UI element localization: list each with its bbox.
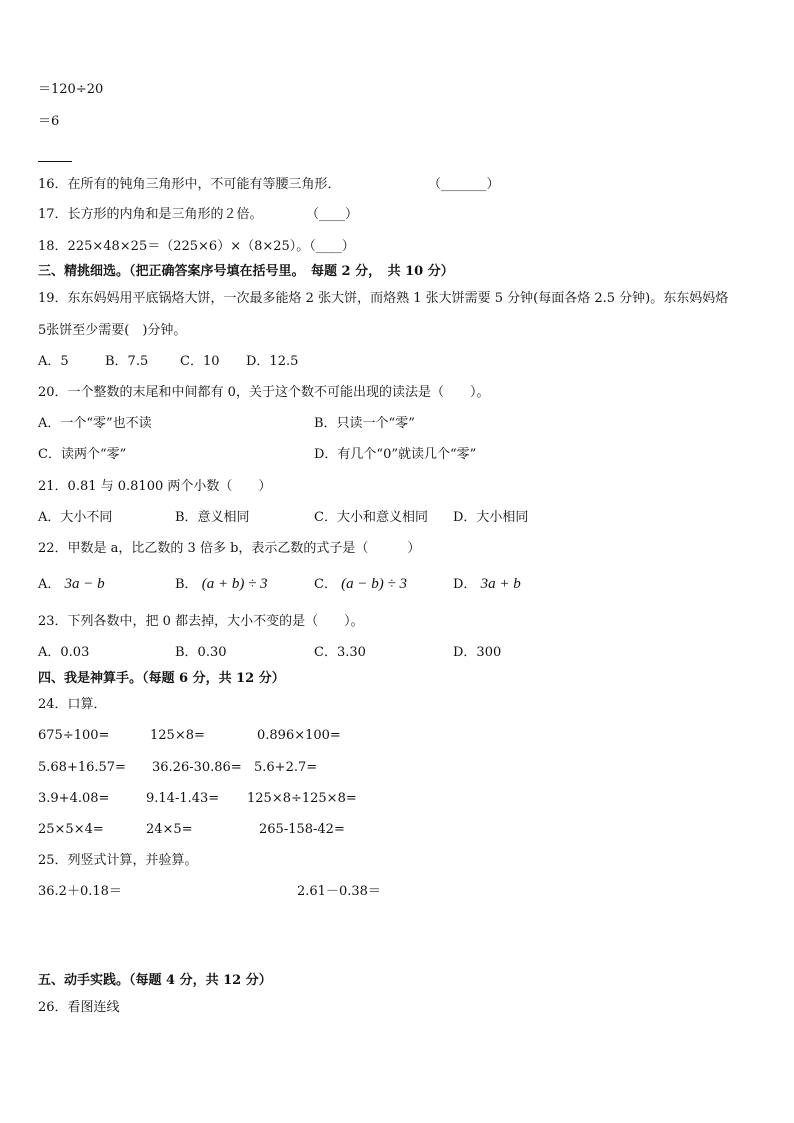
question-19-line-1: 19．东东妈妈用平底锅烙大饼，一次最多能烙 2 张大饼，而烙熟 1 张大饼需要 5 分钟(每面各烙 2.5 分钟)。东东妈妈烙 bbox=[38, 291, 729, 306]
oral-calc-item: 125×8÷125×8= bbox=[247, 791, 357, 806]
section-4-heading: 四、我是神算手。（每题 6 分，共 12 分） bbox=[38, 671, 285, 686]
oral-calc-item: 265-158-42= bbox=[259, 822, 345, 837]
vertical-calc-item: 2.61－0.38＝ bbox=[297, 884, 381, 899]
answer-underline bbox=[38, 161, 72, 162]
question-23: 23．下列各数中，把 0 都去掉，大小不变的是（ ）。 bbox=[38, 614, 364, 629]
question-19-option-a[interactable]: A．5 bbox=[38, 354, 69, 369]
option-expression: 3a − b bbox=[64, 576, 105, 592]
oral-calc-item: 5.68+16.57= bbox=[38, 760, 126, 775]
question-23-option-b[interactable]: B．0.30 bbox=[175, 645, 227, 660]
question-20: 20．一个整数的末尾和中间都有 0，关于这个数不可能出现的读法是（ ）。 bbox=[38, 385, 490, 400]
question-20-option-c[interactable]: C．读两个“零” bbox=[38, 447, 127, 462]
question-22: 22．甲数是 a，比乙数的 3 倍多 b，表示乙数的式子是（ ） bbox=[38, 541, 421, 556]
oral-calc-item: 9.14-1.43= bbox=[146, 791, 220, 806]
oral-calc-item: 36.26-30.86= bbox=[152, 760, 242, 775]
question-17-blank[interactable]: （____） bbox=[306, 207, 359, 222]
question-22-option-d[interactable] bbox=[453, 576, 521, 593]
question-23-option-d[interactable]: D．300 bbox=[453, 645, 502, 660]
question-19-option-c[interactable]: C．10 bbox=[180, 354, 220, 369]
question-20-option-a[interactable]: A．一个“零”也不读 bbox=[38, 416, 152, 431]
question-24-title: 24．口算． bbox=[38, 697, 107, 712]
option-expression: 3a + b bbox=[480, 576, 521, 592]
question-23-option-c[interactable]: C．3.30 bbox=[314, 645, 366, 660]
question-16-blank[interactable]: （_______） bbox=[428, 177, 500, 192]
oral-calc-item: 3.9+4.08= bbox=[38, 791, 110, 806]
section-5-heading: 五、动手实践。（每题 4 分，共 12 分） bbox=[38, 973, 272, 988]
question-21-option-d[interactable]: D．大小相同 bbox=[453, 510, 529, 525]
question-23-option-a[interactable]: A．0.03 bbox=[38, 645, 90, 660]
oral-calc-item: 5.6+2.7= bbox=[254, 760, 318, 775]
question-21-option-c[interactable]: C．大小和意义相同 bbox=[314, 510, 428, 525]
calc-line-2: ＝6 bbox=[38, 114, 60, 129]
oral-calc-item: 25×5×4= bbox=[38, 822, 104, 837]
option-expression: (a − b) ÷ 3 bbox=[341, 576, 407, 592]
question-22-option-a[interactable] bbox=[38, 576, 105, 593]
question-19-line-2: 5张饼至少需要( )分钟。 bbox=[38, 323, 187, 338]
oral-calc-item: 125×8= bbox=[150, 728, 205, 743]
question-20-option-b[interactable]: B．只读一个“零” bbox=[314, 416, 415, 431]
option-label: D． bbox=[453, 577, 477, 592]
vertical-calc-item: 36.2＋0.18＝ bbox=[38, 884, 122, 899]
question-26-title: 26．看图连线 bbox=[38, 1000, 120, 1015]
question-21: 21．0.81 与 0.8100 两个小数（ ） bbox=[38, 479, 272, 494]
option-label: A． bbox=[38, 577, 61, 592]
question-17: 17．长方形的内角和是三角形的２倍。 bbox=[38, 207, 263, 222]
option-expression: (a + b) ÷ 3 bbox=[201, 576, 268, 592]
question-16: 16．在所有的钝角三角形中，不可能有等腰三角形． bbox=[38, 177, 341, 192]
option-label: B． bbox=[175, 577, 198, 592]
question-19-option-b[interactable]: B．7.5 bbox=[105, 354, 149, 369]
question-21-option-a[interactable]: A．大小不同 bbox=[38, 510, 113, 525]
question-21-option-b[interactable]: B．意义相同 bbox=[175, 510, 250, 525]
calc-line-1: ＝120÷20 bbox=[38, 82, 104, 97]
option-label: C． bbox=[314, 577, 337, 592]
question-25-title: 25．列竖式计算，并验算。 bbox=[38, 853, 198, 868]
question-19-option-d[interactable]: D．12.5 bbox=[246, 354, 299, 369]
oral-calc-item: 24×5= bbox=[146, 822, 193, 837]
section-3-heading: 三、精挑细选。（把正确答案序号填在括号里。 每题 2 分， 共 10 分） bbox=[38, 264, 454, 279]
question-18: 18．225×48×25＝（225×6）×（8×25）。（____） bbox=[38, 239, 355, 254]
question-20-option-d[interactable]: D．有几个“0”就读几个“零” bbox=[314, 447, 477, 462]
oral-calc-item: 0.896×100= bbox=[257, 728, 341, 743]
question-22-option-c[interactable] bbox=[314, 576, 407, 593]
question-22-option-b[interactable] bbox=[175, 576, 268, 593]
oral-calc-item: 675÷100= bbox=[38, 728, 110, 743]
